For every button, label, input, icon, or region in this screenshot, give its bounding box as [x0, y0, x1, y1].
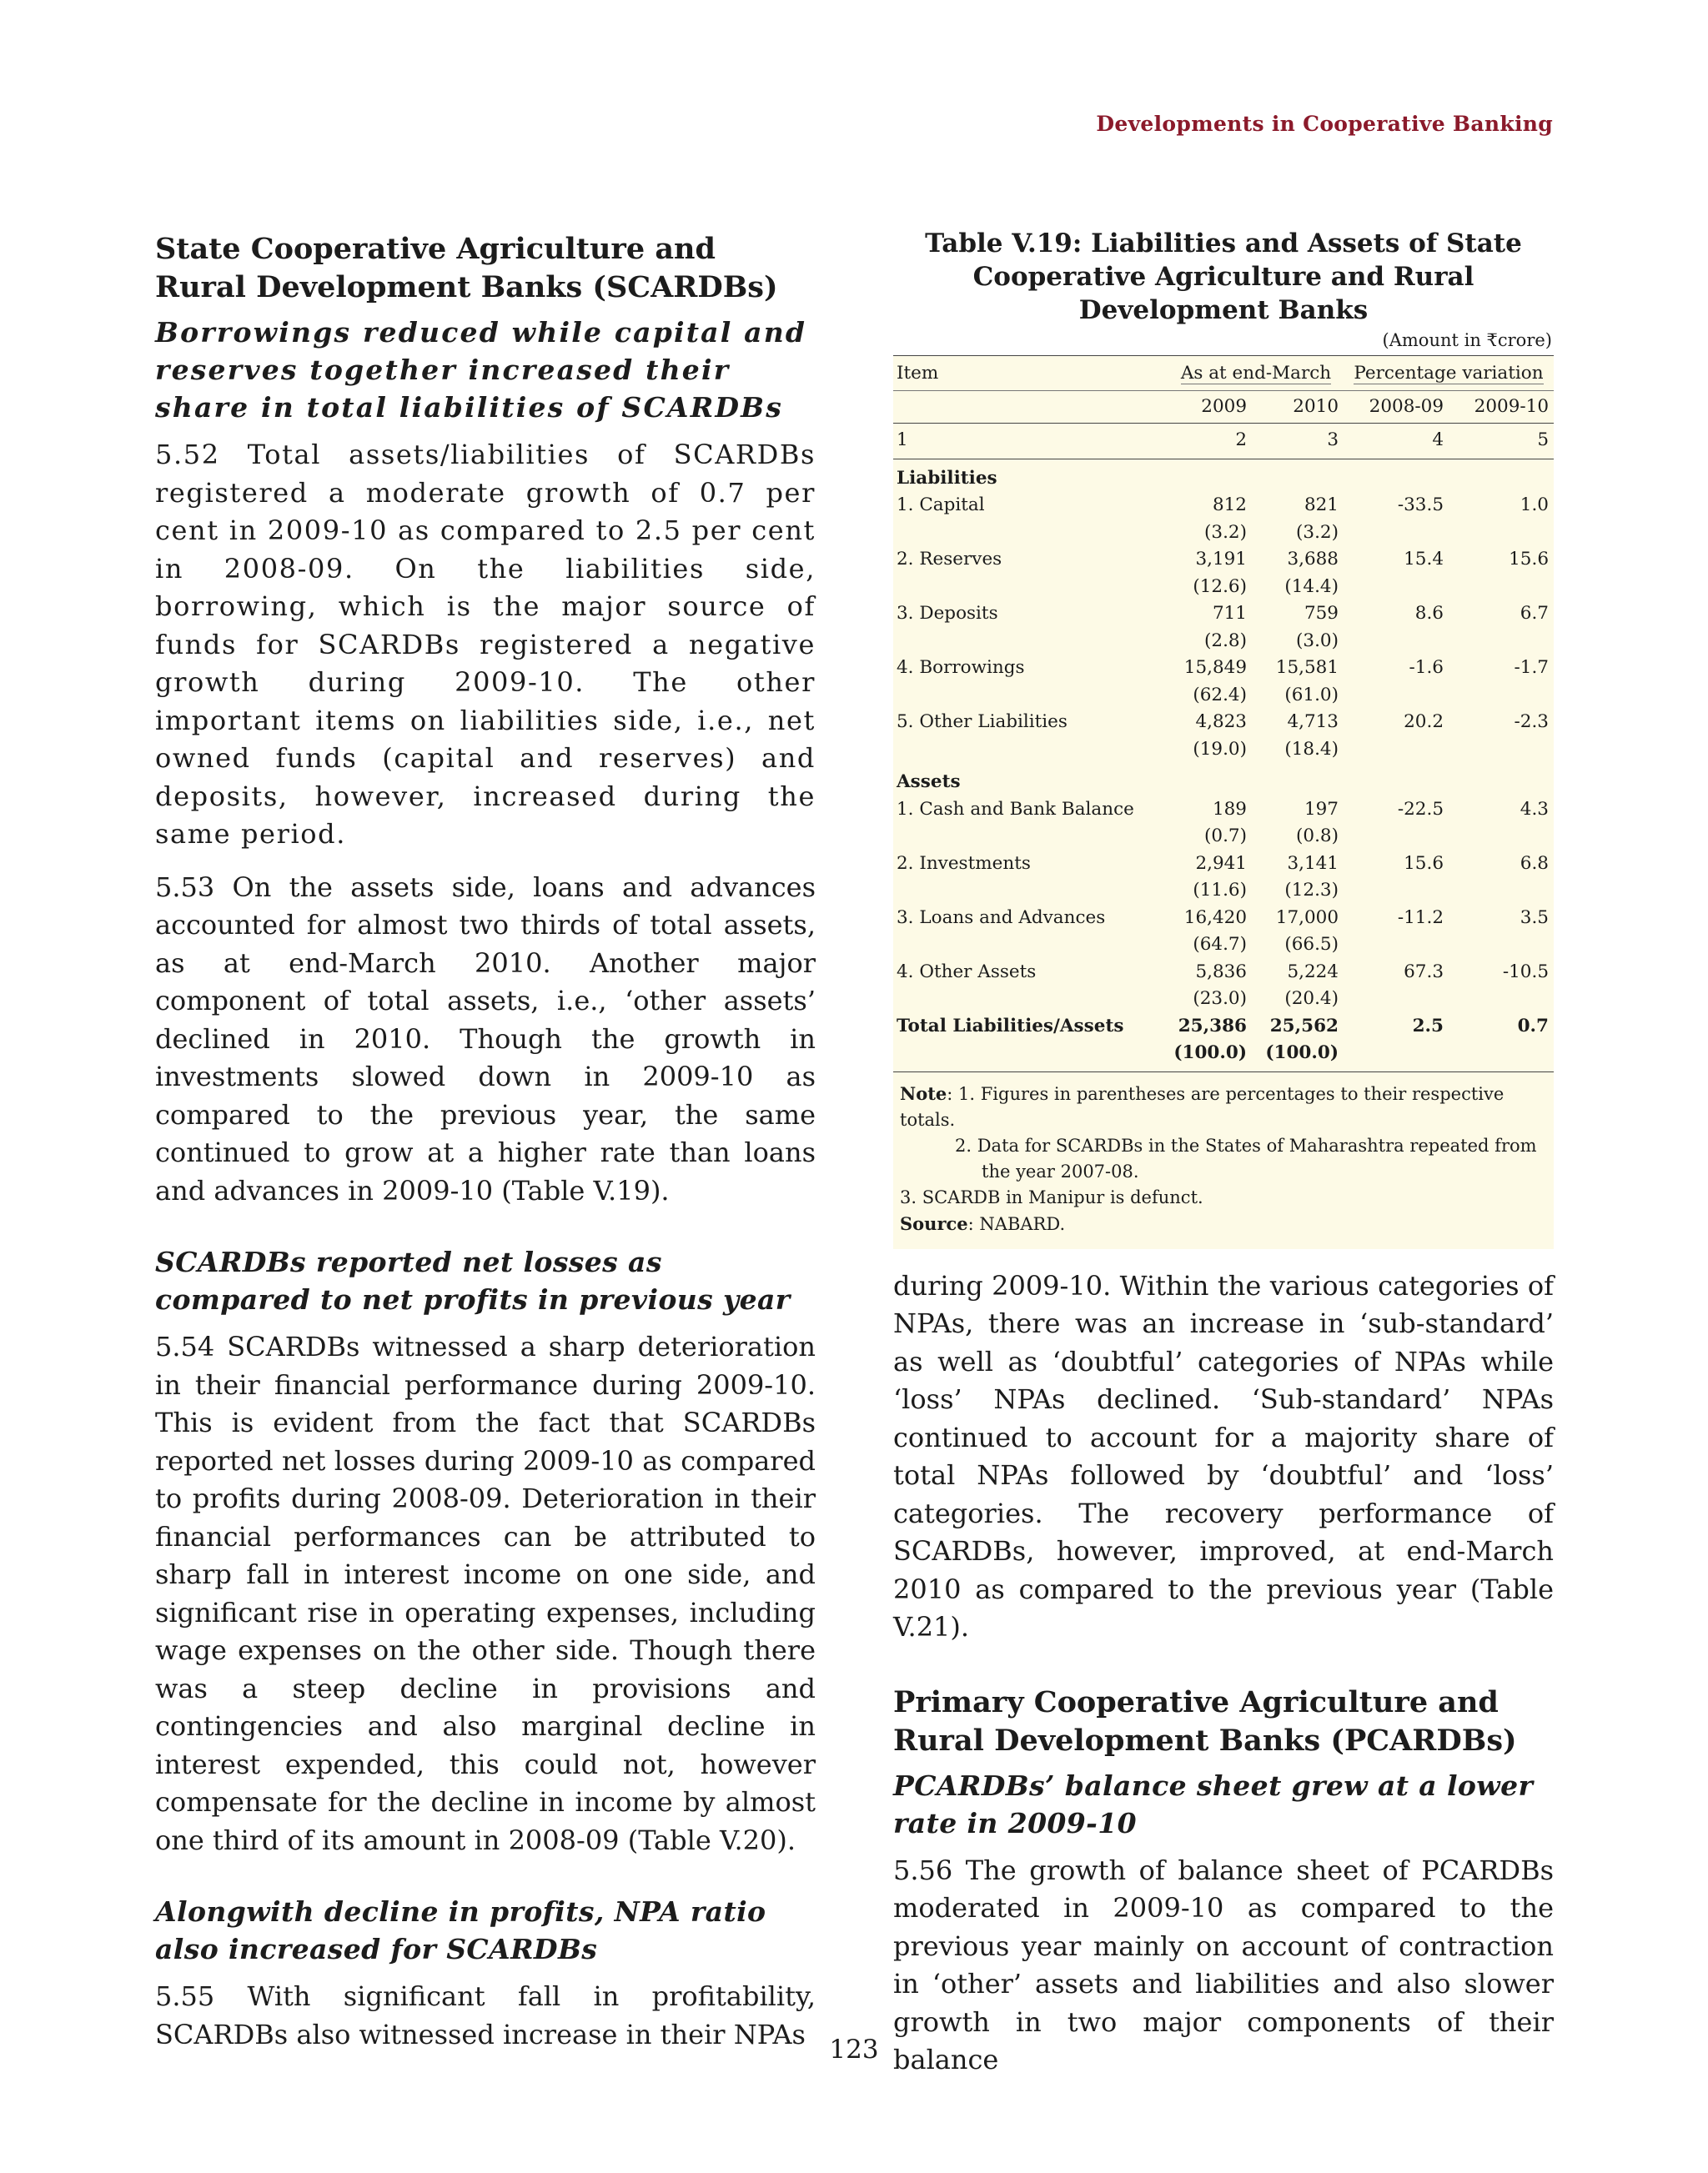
cell-g0809: 20.2	[1404, 711, 1444, 732]
table-row	[893, 546, 1554, 574]
table-unit: (Amount in ₹crore)	[1382, 330, 1552, 350]
cell-v2010: 821	[1304, 494, 1339, 515]
table-v19	[893, 227, 1554, 1249]
cell-v2010: 3,141	[1287, 852, 1339, 874]
liabilities-assets-table	[893, 355, 1554, 1072]
subheading-borrowings: Borrowings reduced while capital and reserves together increased their share in total liabilities of SCARDBs	[155, 316, 807, 424]
column-index: 1	[893, 424, 1168, 459]
cell-item: 1. Capital	[897, 494, 985, 515]
right-column	[893, 227, 1554, 2095]
cell-v2009: 711	[1212, 603, 1247, 624]
cell-p2010: (61.0)	[1284, 684, 1339, 705]
cell-item: 3. Deposits	[897, 603, 998, 624]
cell-item: 4. Borrowings	[897, 657, 1025, 678]
cell-p2010: (3.0)	[1296, 630, 1339, 651]
cell-item: 1. Cash and Bank Balance	[897, 798, 1134, 820]
cell-g0809: -1.6	[1409, 657, 1444, 678]
cell-v2009: 15,849	[1183, 657, 1247, 678]
paragraph-5-53: 5.53 On the assets side, loans and advances accounted for almost two thirds of total assets, as at end-March 2010. Another major component of total assets, i.e., ‘other assets’ declined in 2010. Though the growth in investments slowed down in 2009-10 as compared to the previous year, the same continued to grow at a higher rate than loans and advances in 2009-10 (Table V.19).	[155, 871, 816, 1207]
cell-item: 5. Other Liabilities	[897, 711, 1068, 732]
cell-p2009: (12.6)	[1193, 575, 1247, 597]
cell-v2010: 4,713	[1287, 711, 1339, 732]
cell-g0910: 6.7	[1520, 603, 1549, 624]
column-index: 5	[1449, 424, 1554, 459]
table-row	[893, 492, 1554, 519]
cell-p2010: (18.4)	[1284, 738, 1339, 760]
cell-p2009: (3.2)	[1204, 521, 1247, 543]
note-2: 2. Data for SCARDBs in the States of Maharashtra repeated from	[955, 1135, 1537, 1156]
table-row	[893, 796, 1554, 824]
cell-p2009: (23.0)	[1193, 988, 1247, 1009]
cell-g0809: 67.3	[1404, 961, 1444, 982]
table-notes	[893, 1072, 1554, 1249]
section-title-scardbs: State Cooperative Agriculture and Rural Development Banks (SCARDBs)	[155, 232, 778, 304]
table-row-share	[893, 986, 1554, 1013]
cell-v2010: 197	[1304, 798, 1339, 820]
total-share-row: (100.0) (100.0)	[893, 1040, 1554, 1071]
cell-p2010: (66.5)	[1284, 934, 1339, 955]
table-row-share	[893, 877, 1554, 905]
cell-g0910: 4.3	[1520, 798, 1549, 820]
cell-v2009: 812	[1212, 494, 1247, 515]
subheading-pcardbs-balance-sheet: PCARDBs’ balance sheet grew at a lower rate in 2009-10	[893, 1769, 1534, 1839]
cell-v2009: 4,823	[1195, 711, 1247, 732]
cell-g0910: 6.8	[1520, 852, 1549, 874]
cell-g0809: 15.4	[1404, 549, 1444, 570]
cell-v2009: 16,420	[1183, 906, 1247, 928]
year-header: 2009-10	[1449, 390, 1554, 424]
cell-v2010: 5,224	[1287, 961, 1339, 982]
col-group-end-march: As at end-March	[1168, 356, 1344, 391]
note-1: Note: 1. Figures in parentheses are percentages to their respective totals.	[900, 1082, 1505, 1130]
column-index: 3	[1252, 424, 1344, 459]
table-row	[893, 851, 1554, 878]
paragraph-5-52: 5.52 Total assets/liabilities of SCARDBs registered a moderate growth of 0.7 per cent in 2009-10 as compared to 2.5 per cent in 2008-09. On the liabilities side, borrowing, which is the major source of funds for SCARDBs registered a negative growth during 2009-10. The other important items on liabilities side, i.e., net owned funds (capital and reserves) and deposits, however, increased during the same period.	[155, 439, 816, 850]
cell-p2010: (14.4)	[1284, 575, 1339, 597]
subheading-net-losses: SCARDBs reported net losses as compared to net profits in previous year	[155, 1246, 791, 1316]
table-row	[893, 600, 1554, 628]
cell-p2009: (11.6)	[1193, 880, 1247, 901]
left-column	[155, 227, 816, 2069]
cell-p2009: (64.7)	[1193, 934, 1247, 955]
table-title: Table V.19: Liabilities and Assets of State Cooperative Agriculture and Rural Development Banks	[925, 228, 1522, 325]
table-row-share	[893, 574, 1554, 601]
cell-item: 4. Other Assets	[897, 961, 1037, 982]
table-row-share	[893, 519, 1554, 547]
year-header: 2010	[1252, 390, 1344, 424]
cell-p2010: (12.3)	[1284, 880, 1339, 901]
cell-g0809: 15.6	[1404, 852, 1444, 874]
cell-g0910: 15.6	[1509, 549, 1549, 570]
cell-v2010: 759	[1304, 603, 1339, 624]
table-row	[893, 709, 1554, 736]
cell-item: 2. Reserves	[897, 549, 1002, 570]
source-line: Source: NABARD.	[900, 1212, 1066, 1234]
page-number: 123	[829, 2035, 879, 2065]
running-head: Developments in Cooperative Banking	[1096, 112, 1553, 136]
cell-v2009: 5,836	[1195, 961, 1247, 982]
cell-v2009: 2,941	[1195, 852, 1247, 874]
cell-p2010: (3.2)	[1296, 521, 1339, 543]
paragraph-5-55: 5.55 With significant fall in profitability, SCARDBs also witnessed increase in their NPAs	[155, 1980, 816, 2050]
cell-g0809: -33.5	[1397, 494, 1444, 515]
col-group-percentage-variation: Percentage variation	[1344, 356, 1554, 391]
cell-v2009: 3,191	[1195, 549, 1247, 570]
cell-p2010: (0.8)	[1296, 826, 1339, 846]
column-index: 4	[1344, 424, 1449, 459]
cell-g0809: -11.2	[1397, 906, 1444, 928]
table-row	[893, 905, 1554, 932]
note-2-continued: the year 2007-08.	[982, 1161, 1139, 1182]
paragraph-5-56: 5.56 The growth of balance sheet of PCARDBs moderated in 2009-10 as compared to the previous year mainly on account of contraction in ‘other’ assets and liabilities and also slower growth in two major components of their balance	[893, 1854, 1554, 2075]
cell-g0910: 1.0	[1520, 494, 1549, 515]
cell-g0809: -22.5	[1397, 798, 1444, 820]
cell-g0910: -10.5	[1502, 961, 1549, 982]
cell-g0910: -1.7	[1514, 657, 1549, 678]
column-index: 2	[1168, 424, 1252, 459]
cell-item: 3. Loans and Advances	[897, 906, 1106, 928]
note-3: 3. SCARDB in Manipur is defunct.	[900, 1187, 1203, 1207]
cell-v2010: 3,688	[1287, 549, 1339, 570]
col-item-header: Item	[893, 356, 1168, 391]
table-row	[893, 655, 1554, 682]
table-row-share	[893, 823, 1554, 851]
cell-v2010: 15,581	[1275, 657, 1339, 678]
cell-item: 2. Investments	[897, 852, 1031, 874]
year-header: 2008-09	[1344, 390, 1449, 424]
cell-v2010: 17,000	[1275, 906, 1339, 928]
cell-p2009: (2.8)	[1204, 630, 1247, 651]
table-row-share	[893, 628, 1554, 655]
cell-g0910: 3.5	[1520, 906, 1549, 928]
table-row-share	[893, 736, 1554, 764]
table-row	[893, 959, 1554, 986]
cell-p2009: (62.4)	[1193, 684, 1247, 705]
subheading-npa-ratio: Alongwith decline in profits, NPA ratio also increased for SCARDBs	[155, 1895, 766, 1965]
cell-g0809: 8.6	[1414, 603, 1444, 624]
table-row-share	[893, 682, 1554, 710]
cell-g0910: -2.3	[1514, 711, 1549, 732]
cell-p2010: (20.4)	[1284, 988, 1339, 1009]
total-row: Total Liabilities/Assets 25,386 25,562 2.5 0.7	[897, 1015, 1549, 1036]
cell-v2009: 189	[1212, 798, 1247, 820]
cell-p2009: (19.0)	[1193, 738, 1247, 760]
group-liabilities: Liabilities	[897, 467, 997, 489]
year-header: 2009	[1168, 390, 1252, 424]
section-title-pcardbs: Primary Cooperative Agriculture and Rural Development Banks (PCARDBs)	[893, 1684, 1517, 1758]
paragraph-5-54: 5.54 SCARDBs witnessed a sharp deterioration in their financial performance during 2009-10. This is evident from the fact that SCARDBs reported net losses during 2009-10 as compared to profits during 2008-09. Deterioration in their financial performances can be attributed to sharp fall in interest income on one side, and significant rise in operating expenses, including wage expenses on the other side. Though there was a steep decline in provisions and contingencies and also marginal decline in interest expended, this could not, however compensate for the decline in income by almost one third of its amount in 2008-09 (Table V.20).	[155, 1331, 816, 1856]
table-row-share	[893, 931, 1554, 959]
cell-p2009: (0.7)	[1204, 826, 1247, 846]
group-assets: Assets	[897, 771, 961, 792]
paragraph-npa-continuation: during 2009-10. Within the various categories of NPAs, there was an increase in ‘sub-standard’ as well as ‘doubtful’ categories of NPAs while ‘loss’ NPAs declined. ‘Sub-standard’ NPAs continued to account for a majority share of total NPAs followed by ‘doubtful’ and ‘loss’ categories. The recovery performance of SCARDBs, however, improved, at end-March 2010 as compared to the previous year (Table V.21).	[893, 1269, 1554, 1643]
